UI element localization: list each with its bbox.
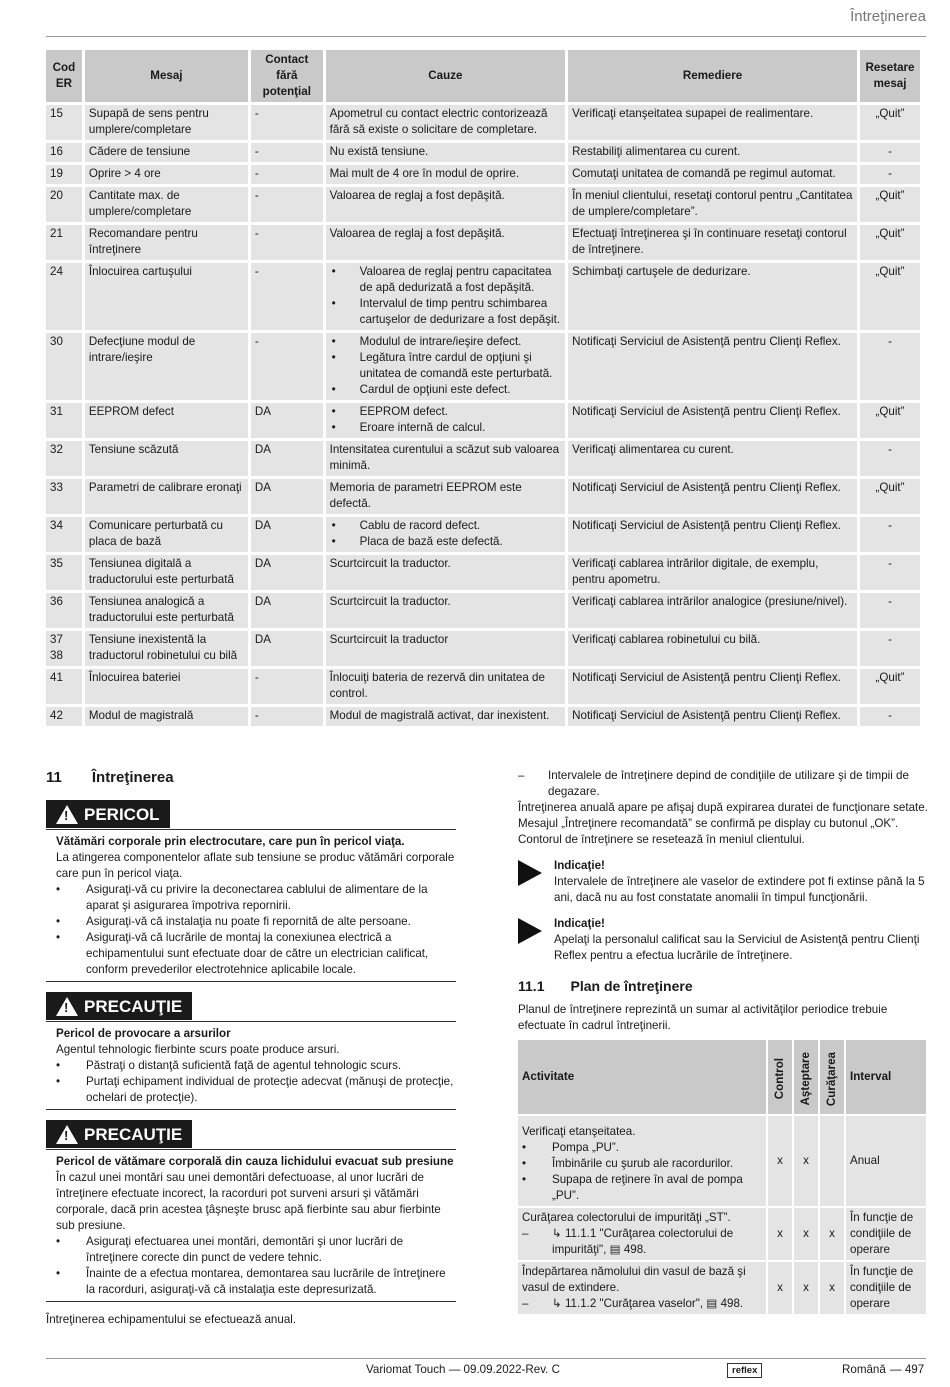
causes-cell: Memoria de parametri EEPROM este defectă.: [326, 479, 565, 514]
causes-cell: Scurtcircuit la traductor: [326, 631, 565, 666]
caution-box-burns: Pericol de provocare a arsurilor Agentul tehnologic fierbinte scurs poate produce arsuri. • Păstraţi o distanţă suficientă faţă de agentul tehnologic scurs. • Purtaţi echipament individual de protecţie adecvat (mănuşi de protecţie, ochelari de protecţie).: [46, 1021, 456, 1110]
footer-doc: Variomat Touch — 09.09.2022-Rev. C: [366, 1363, 560, 1376]
caution-box-pressure: Pericol de vătămare corporală din cauza lichidului evacuat sub presiune În cazul unei montări sau unei demontări defectuoase, al unor lucrări de întreţinere efectuate incorect, la racorduri pot surveni arsuri şi vătămări corporale, dacă prin acestea ţâşneşte brusc apă fierbinte sau abur fierbinte sub presiune. • Asiguraţi efectuarea unei montări, demontări şi unor lucrări de întreţinere corecte din punct de vedere tehnic. • Înainte de a efectua montarea, demontarea sau lucrările de întreţinere la racorduri, asiguraţi-vă că instalaţia este depresurizată.: [46, 1149, 456, 1302]
section-title: 11 Întreţinerea: [46, 769, 174, 786]
causes-cell: • Cablu de racord defect. • Placa de bază este defectă.: [326, 517, 565, 552]
maintenance-right-column: – Intervalele de întreţinere depind de condiţiile de utilizare şi de timpii de degazare. Întreţinerea anuală apare pe afişaj după expirarea duratei de funcţionare setate. Mesajul „Întreţinere recomandată” se confirmă pe display cu butonul „OK”. Contorul de întreţinere se resetează în meniul clientului. Indicaţie! Intervalele de întreţinere ale vaselor de extindere pot fi extinse până la 5 ani, dacă nu au fost constatate anomalii în timpul funcţionării. Indicaţie! Apelaţi la personalul calificat sau la Serviciul de Asistenţă pentru Clienţi Reflex pentru a efectua lucrările de întreţinere. 11.1 Plan de întreţinere Planul de întreţinere reprezintă un sumar al activităţilor periodice trebuie efectuate în cadrul întreţinerii. Activitate Control Aşteptare Curăţarea Interval Verificaţi etanşeitatea. • Pompa „PU”. • Îmbinările cu şurub ale racordurilor. • Supapa de reţinere în aval de pompa „PU”. x x Anual Curăţarea colectorului de impurităţi „ST”. – ↳ 11.1.1 "Curăţarea colectorului de impurităţi", ▤ 498. x x x În funcţie de condiţiile de operare Îndepărtarea nămolului din vasul de bază şi vasul de extindere. – ↳ 11.1.2 "Curăţarea vaselor", ▤ 498. x x x În funcţie de condiţiile de operare: [518, 768, 928, 1316]
danger-box: Vătămări corporale prin electrocutare, care pun în pericol viaţa. La atingerea componentelor aflate sub tensiune se produc vătămări corporale care pun în pericol viaţa. • Asiguraţi-vă cu privire la deconectarea cablului de alimentare de la aparat şi asigurarea împotriva repornirii. • Asiguraţi-vă că instalaţia nu poate fi repornită de alte persoane. • Asiguraţi-vă că lucrările de montaj la conexiunea electrică a echipamentului sunt efectuate doar de către un electrician calificat, conform prevederilor electrotehnice aplicabile locale.: [46, 829, 456, 982]
causes-cell: Valoarea de reglaj a fost depăşită.: [326, 187, 565, 222]
table-row: 21 Recomandare pentru întreţinere - Valoarea de reglaj a fost depăşită. Efectuaţi întreţinerea şi în continuare resetaţi contorul de întreţinere. „Quit”: [46, 225, 920, 260]
causes-cell: Modul de magistrală activat, dar inexistent.: [326, 707, 565, 726]
caution-label: ! PRECAUŢIE: [46, 992, 192, 1020]
arrow-right-icon: [518, 860, 542, 886]
danger-label: ! PERICOL: [46, 800, 170, 828]
header-divider: [46, 36, 926, 37]
table-row: 32 Tensiune scăzută DA Intensitatea curentului a scăzut sub valoarea minimă. Verificaţi alimentarea cu curent. -: [46, 441, 920, 476]
table-row: 15 Supapă de sens pentru umplere/completare - Apometrul cu contact electric contorizează fără să existe o solicitare de completare. Verificaţi etanşeitatea supapei de realimentare. „Quit”: [46, 105, 920, 140]
table-row: 42 Modul de magistrală - Modul de magistrală activat, dar inexistent. Notificaţi Serviciul de Asistenţă pentru Clienţi Reflex. -: [46, 707, 920, 726]
table-row: Curăţarea colectorului de impurităţi „ST”. – ↳ 11.1.1 "Curăţarea colectorului de impurităţi", ▤ 498. x x x În funcţie de condiţiile de operare: [518, 1208, 926, 1260]
warning-triangle-icon: [56, 997, 78, 1016]
causes-cell: Mai mult de 4 ore în modul de oprire.: [326, 165, 565, 184]
table-row: 20 Cantitate max. de umplere/completare - Valoarea de reglaj a fost depăşită. În meniul clientului, resetaţi contorul pentru „Cantitatea de umplere/completare”. „Quit”: [46, 187, 920, 222]
causes-cell: Scurtcircuit la traductor.: [326, 593, 565, 628]
causes-cell: Apometrul cu contact electric contorizează fără să existe o solicitare de completare.: [326, 105, 565, 140]
table-row: 41 Înlocuirea bateriei - Înlocuiţi bateria de rezervă din unitatea de control. Notificaţi Serviciul de Asistenţă pentru Clienţi Reflex. „Quit”: [46, 669, 920, 704]
page-header-title: Întreţinerea: [850, 8, 926, 25]
page-icon: ▤: [609, 1243, 621, 1256]
subsection-title: 11.1 Plan de întreţinere: [518, 978, 693, 994]
causes-cell: Nu există tensiune.: [326, 143, 565, 162]
arrow-right-icon: [518, 918, 542, 944]
table-row: 19 Oprire > 4 ore - Mai mult de 4 ore în modul de oprire. Comutaţi unitatea de comandă pe regimul automat. -: [46, 165, 920, 184]
link-text[interactable]: 11.1.1 "Curăţarea colectorului de impurităţi",: [552, 1227, 734, 1256]
table-row: 24 Înlocuirea cartuşului - • Valoarea de reglaj pentru capacitatea de apă dedurizată a fost depăşită. • Intervalul de timp pentru schimbarea cartuşelor de dedurizare a fost depăşit. Schimbaţi cartuşele de dedurizare. „Quit”: [46, 263, 920, 330]
footer-lang: Română: [842, 1363, 886, 1376]
table-row: 16 Cădere de tensiune - Nu există tensiune. Restabiliţi alimentarea cu curent. -: [46, 143, 920, 162]
table-row: 36 Tensiunea analogică a traductorului este perturbată DA Scurtcircuit la traductor. Verificaţi cablarea intrărilor analogice (presiune/nivel). -: [46, 593, 920, 628]
error-table: [43, 47, 923, 729]
footer-divider: [46, 1358, 926, 1359]
caution-label: ! PRECAUŢIE: [46, 1120, 192, 1148]
causes-cell: Înlocuiţi bateria de rezervă din unitatea de control.: [326, 669, 565, 704]
col-reset: Resetare mesaj: [860, 50, 920, 102]
causes-cell: • EEPROM defect. • Eroare internă de calcul.: [326, 403, 565, 438]
hint-2: Indicaţie! Apelaţi la personalul calificat sau la Serviciul de Asistenţă pentru Clienţi Reflex pentru a efectua lucrările de întreţinere.: [518, 916, 928, 964]
col-message: Mesaj: [85, 50, 248, 102]
link-arrow-icon: ↳: [552, 1297, 565, 1310]
warning-triangle-icon: [56, 1125, 78, 1144]
table-row: 33 Parametri de calibrare eronaţi DA Memoria de parametri EEPROM este defectă. Notificaţi Serviciul de Asistenţă pentru Clienţi Reflex. „Quit”: [46, 479, 920, 514]
table-row: Îndepărtarea nămolului din vasul de bază şi vasul de extindere. – ↳ 11.1.2 "Curăţarea vaselor", ▤ 498. x x x În funcţie de condiţiile de operare: [518, 1262, 926, 1314]
maintenance-plan-table: Activitate Control Aşteptare Curăţarea Interval Verificaţi etanşeitatea. • Pompa „PU”. • Îmbinările cu şurub ale racordurilor. • Supapa de reţinere în aval de pompa „PU”. x x Anual Curăţarea colectorului de impurităţi „ST”. – ↳ 11.1.1 "Curăţarea colectorului de impurităţi", ▤ 498. x x x În funcţie de condiţiile de operare Îndepărtarea nămolului din vasul de bază şi vasul de extindere. – ↳ 11.1.2 "Curăţarea vaselor", ▤ 498. x x x În funcţie de condiţiile de operare: [516, 1038, 928, 1316]
causes-cell: Intensitatea curentului a scăzut sub valoarea minimă.: [326, 441, 565, 476]
warning-triangle-icon: [56, 805, 78, 824]
col-causes: Cauze: [326, 50, 565, 102]
table-row: 30 Defecţiune modul de intrare/ieşire - • Modulul de intrare/ieşire defect. • Legătura între cardul de opţiuni şi unitatea de comandă este perturbată. • Cardul de opţiuni este defect. Notificaţi Serviciul de Asistenţă pentru Clienţi Reflex. -: [46, 333, 920, 400]
causes-cell: • Valoarea de reglaj pentru capacitatea de apă dedurizată a fost depăşită. • Intervalul de timp pentru schimbarea cartuşelor de dedurizare a fost depăşit.: [326, 263, 565, 330]
reflex-logo: reflex: [727, 1363, 762, 1378]
col-remedy: Remediere: [568, 50, 857, 102]
table-row: 35 Tensiunea digitală a traductorului este perturbată DA Scurtcircuit la traductor. Verificaţi cablarea intrărilor digitale, de exemplu, pentru apometru. -: [46, 555, 920, 590]
table-row: 31 EEPROM defect DA • EEPROM defect. • Eroare internă de calcul. Notificaţi Serviciul de Asistenţă pentru Clienţi Reflex. „Quit”: [46, 403, 920, 438]
table-row: 34 Comunicare perturbată cu placa de bază DA • Cablu de racord defect. • Placa de bază este defectă. Notificaţi Serviciul de Asistenţă pentru Clienţi Reflex. -: [46, 517, 920, 552]
hint-1: Indicaţie! Intervalele de întreţinere ale vaselor de extindere pot fi extinse până la 5 ani, dacă nu au fost constatate anomalii în timpul funcţionării.: [518, 858, 928, 906]
annual-maintenance-note: Întreţinerea echipamentului se efectuează anual.: [46, 1313, 297, 1326]
table-row: 37 38 Tensiune inexistentă la traductorul robinetului cu bilă DA Scurtcircuit la traductor Verificaţi cablarea robinetului cu bilă. -: [46, 631, 920, 666]
maintenance-left-column: [46, 770, 456, 1328]
table-row: Verificaţi etanşeitatea. • Pompa „PU”. • Îmbinările cu şurub ale racordurilor. • Supapa de reţinere în aval de pompa „PU”. x x Anual: [518, 1116, 926, 1206]
col-code: Cod ER: [46, 50, 82, 102]
page-icon: ▤: [706, 1297, 718, 1310]
link-arrow-icon: ↳: [552, 1227, 565, 1240]
col-contact: Contact fără potenţial: [251, 50, 323, 102]
causes-cell: Valoarea de reglaj a fost depăşită.: [326, 225, 565, 260]
footer-page: — 497: [890, 1363, 925, 1376]
causes-cell: Scurtcircuit la traductor.: [326, 555, 565, 590]
causes-cell: • Modulul de intrare/ieşire defect. • Legătura între cardul de opţiuni şi unitatea de comandă este perturbată. • Cardul de opţiuni este defect.: [326, 333, 565, 400]
link-text[interactable]: 11.1.2 "Curăţarea vaselor",: [564, 1297, 704, 1310]
